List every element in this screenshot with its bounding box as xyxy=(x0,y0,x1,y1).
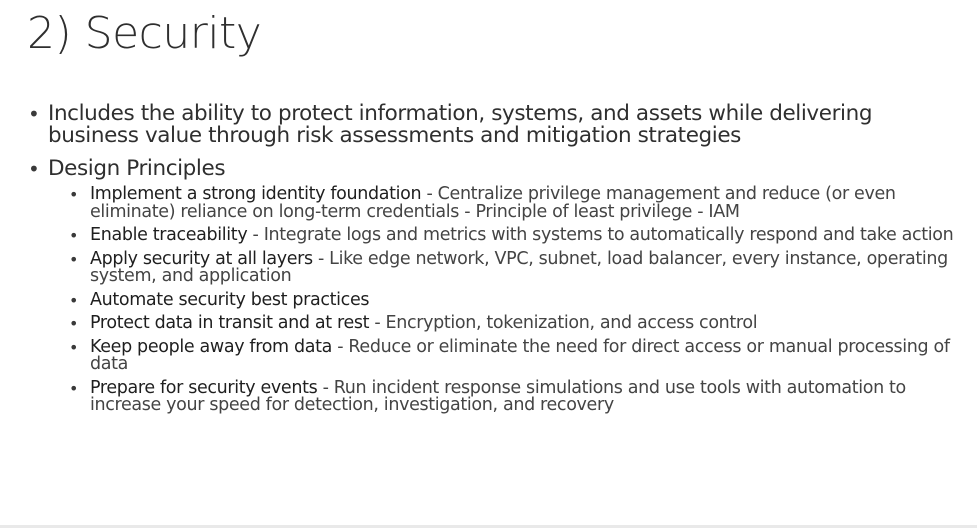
principle-term: Prepare for security events xyxy=(90,377,318,398)
bullet-intro xyxy=(28,103,968,147)
principle-identity-foundation xyxy=(48,186,968,221)
slide-title: 2) Security xyxy=(27,8,262,59)
principle-desc: - Centralize privilege management and reduce (or even eliminate) reliance on long-term credentials - Principle of least privilege - IAM xyxy=(90,184,896,222)
slide-content xyxy=(28,103,968,426)
design-principles-list xyxy=(48,186,968,415)
bullet-design-principles xyxy=(28,158,968,415)
principle-desc: - Integrate logs and metrics with systems to automatically respond and take action xyxy=(247,225,954,245)
principle-term: Apply security at all layers xyxy=(90,248,313,269)
bullet-list xyxy=(28,103,968,415)
principle-keep-away xyxy=(48,336,968,374)
principle-term: Automate security best practices xyxy=(90,289,370,310)
bullet-design-principles-text: Design Principles xyxy=(48,156,226,181)
principle-protect-data xyxy=(48,315,968,333)
principle-traceability xyxy=(48,227,968,245)
principle-term: Protect data in transit and at rest xyxy=(90,313,370,333)
principle-term: Enable traceability xyxy=(90,225,248,245)
bullet-intro-text: Includes the ability to protect information, systems, and assets while delivering business value through risk assessments and mitigation strategies xyxy=(48,101,873,148)
principle-term: Keep people away from data xyxy=(90,336,332,357)
principle-all-layers xyxy=(48,248,968,286)
principle-security-events xyxy=(48,377,968,415)
principle-automate xyxy=(48,289,968,310)
principle-desc: - Like edge network, VPC, subnet, load balancer, every instance, operating system, and application xyxy=(90,248,948,286)
principle-desc: - Reduce or eliminate the need for direct access or manual processing of data xyxy=(90,336,950,374)
principle-desc: - Encryption, tokenization, and access control xyxy=(369,313,758,333)
principle-desc: - Run incident response simulations and use tools with automation to increase your speed for detection, investigation, and recovery xyxy=(90,377,906,415)
principle-term: Implement a strong identity foundation xyxy=(90,184,422,204)
